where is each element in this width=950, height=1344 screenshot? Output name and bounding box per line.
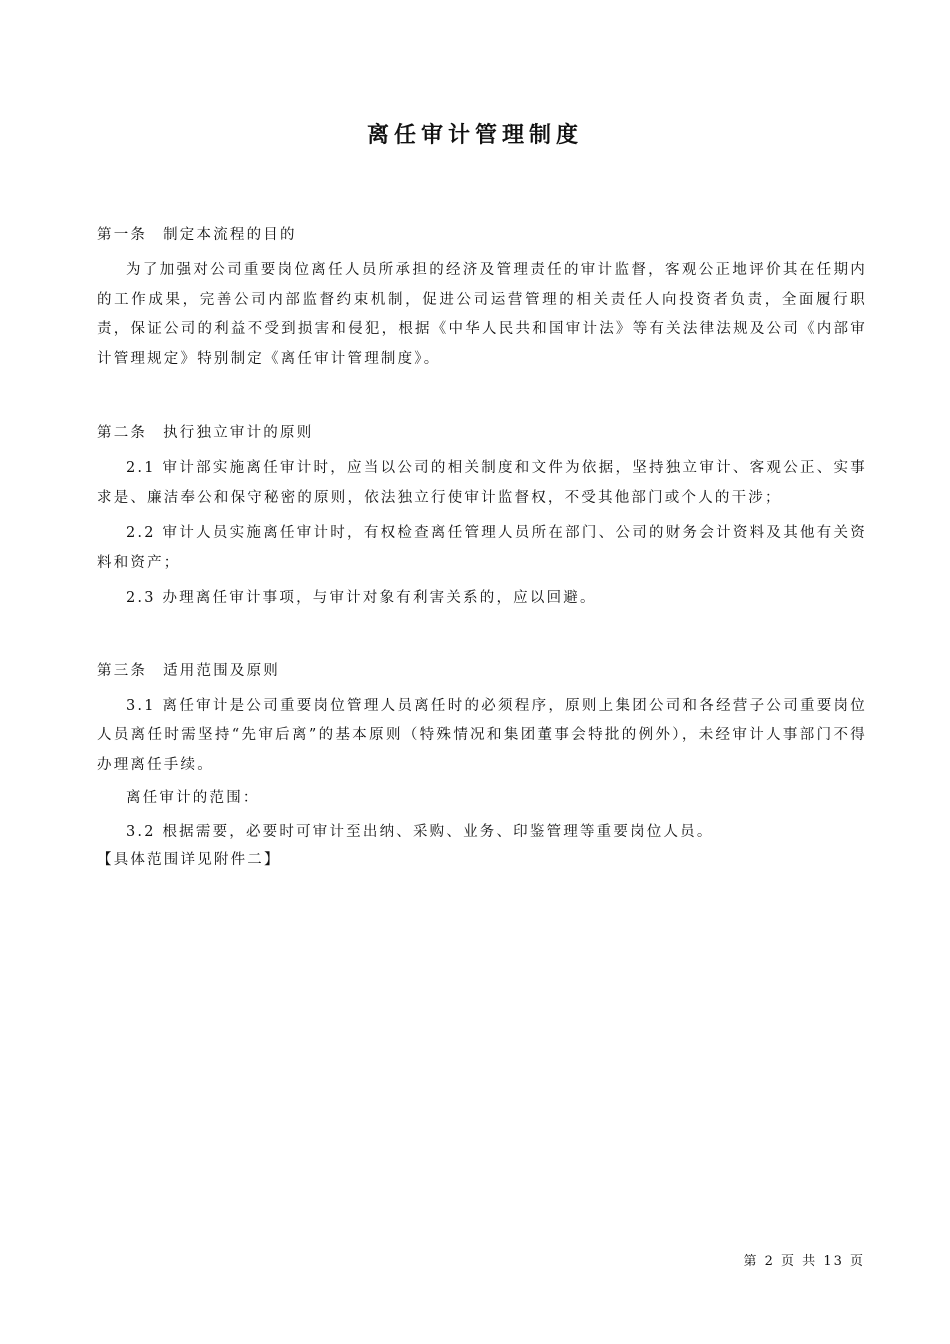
paragraph: 2.2 审计人员实施离任审计时，有权检查离任管理人员所在部门、公司的财务会计资料及其他有关资料和资产； [97,525,867,571]
section-title: 适用范围及原则 [163,662,281,679]
paragraph: 为了加强对公司重要岗位离任人员所承担的经济及管理责任的审计监督，客观公正地评价其在任期内的工作成果，完善公司内部监督约束机制，促进公司运营管理的相关责任人向投资者负责，全面履行职责，保证公司的利益不受到损害和侵犯，根据《中华人民共和国审计法》等有关法律法规及公司《内部审计管理规定》特别制定《离任审计管理制度》。 [97,262,867,367]
paragraph: 3.2 根据需要，必要时可审计至出纳、采购、业务、印鉴管理等重要岗位人员。 [126,823,714,840]
section-title: 执行独立审计的原则 [163,425,314,441]
document-body [97,222,867,873]
section-title: 制定本流程的目的 [163,227,297,243]
paragraph: 2.3 办理离任审计事项，与审计对象有利害关系的，应以回避。 [126,590,597,606]
section-1 [97,222,867,374]
section-number: 第一条 [97,227,148,243]
section-number: 第三条 [97,662,148,679]
paragraph: 离任审计的范围： [126,790,260,806]
section-2 [97,420,867,614]
paragraph: 3.1 离任审计是公司重要岗位管理人员离任时的必须程序，原则上集团公司和各经营子公司重要岗位人员离任时需坚持“先审后离”的基本原则（特殊情况和集团董事会特批的例外），未经审计人事部门不得办理离任手续。 [97,697,867,773]
section-number: 第二条 [97,425,148,441]
page-number-footer: 第 2 页 共 13 页 [743,1254,865,1269]
section-heading [97,222,867,248]
section-heading [97,658,867,684]
paragraph: 2.1 审计部实施离任审计时，应当以公司的相关制度和文件为依据，坚持独立审计、客观公正、实事求是、廉洁奉公和保守秘密的原则，依法独立行使审计监督权，不受其他部门或个人的干涉； [97,460,867,506]
section-heading [97,420,867,446]
scope-note: 【具体范围详见附件二】 [97,852,281,868]
document-title: 离任审计管理制度 [366,122,583,148]
section-3 [97,658,867,874]
